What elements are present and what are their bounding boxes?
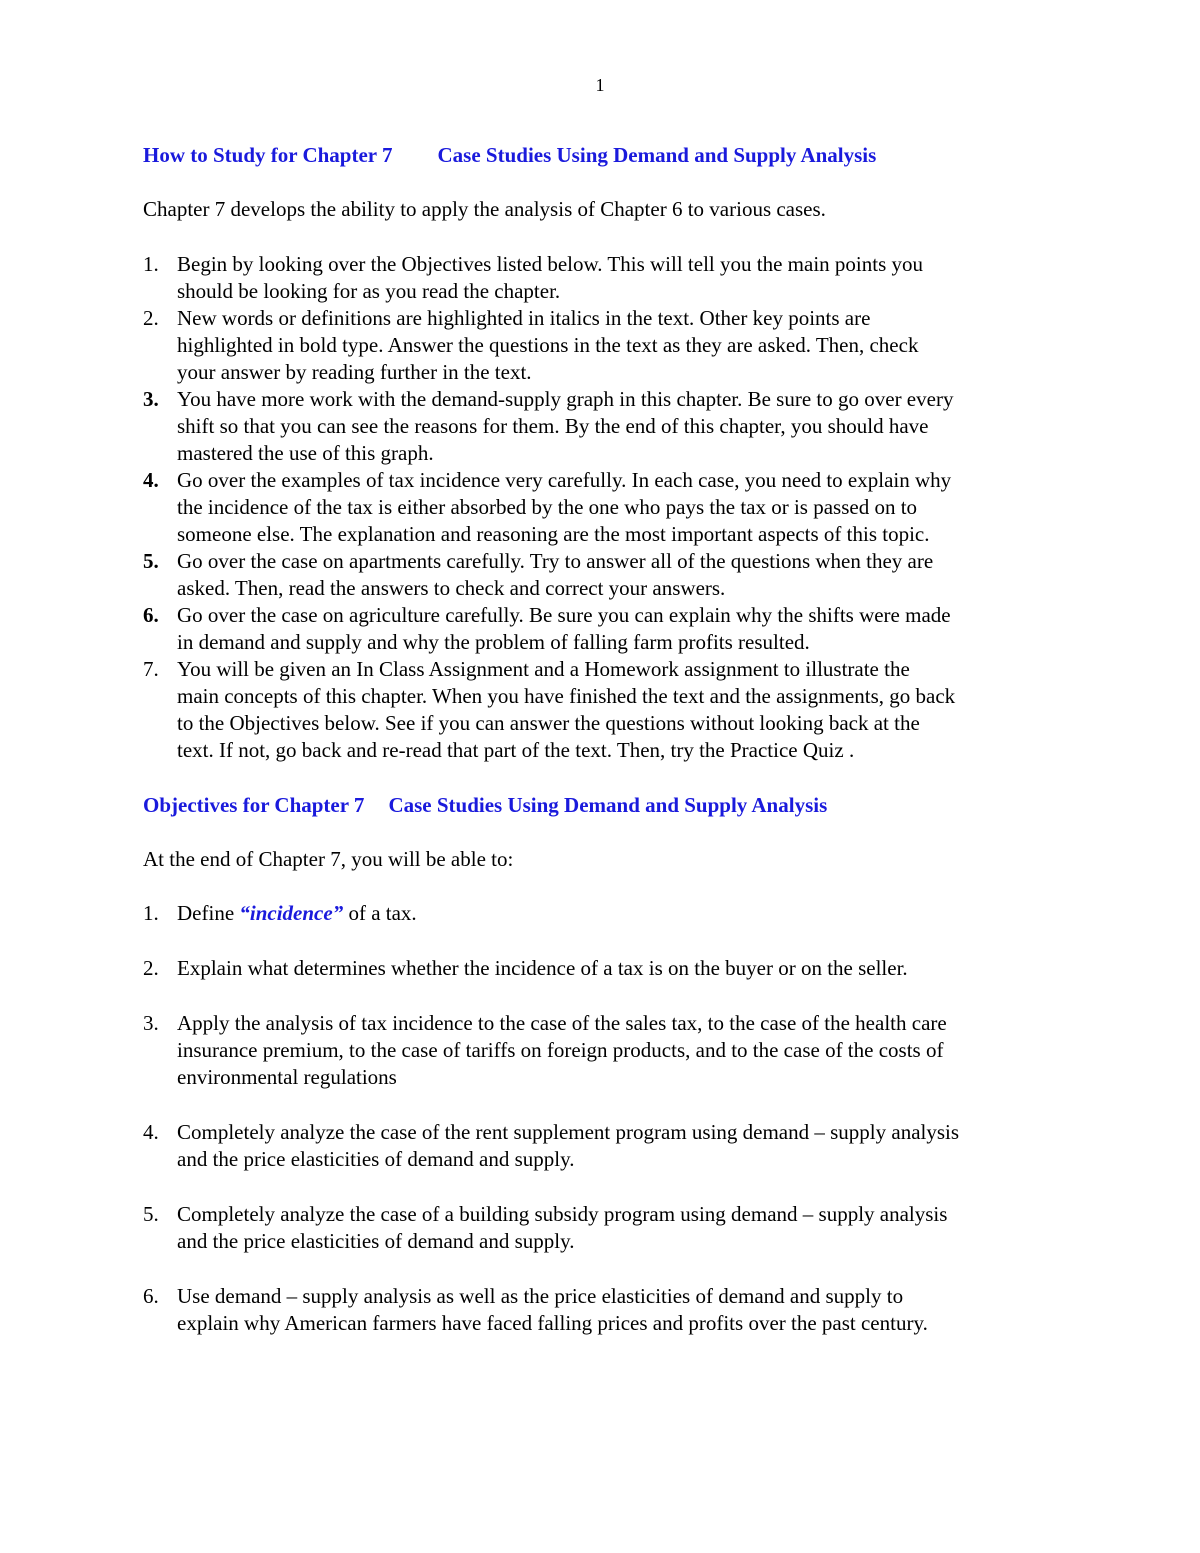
study-heading-subtitle: Case Studies Using Demand and Supply Analysis [437, 143, 877, 167]
step-line: You have more work with the demand-supply graph in this chapter. Be sure to go over every [177, 387, 954, 411]
study-heading [143, 142, 876, 169]
objective-line [177, 900, 1063, 927]
step-line: Begin by looking over the Objectives listed below. This will tell you the main points you [177, 252, 923, 276]
objectives-heading [143, 792, 827, 819]
step-line: Go over the examples of tax incidence very carefully. In each case, you need to explain why [177, 468, 952, 492]
objective-line: insurance premium, to the case of tariffs on foreign products, and to the case of the costs of [177, 1038, 944, 1062]
objectives-intro: At the end of Chapter 7, you will be able to: [143, 847, 514, 871]
step-number: 1. [143, 252, 159, 276]
list-item [143, 1010, 1063, 1091]
step-line: You will be given an In Class Assignment and a Homework assignment to illustrate the [177, 657, 910, 681]
objective-line: Completely analyze the case of the rent supplement program using demand – supply analysis [177, 1120, 960, 1144]
step-line: your answer by reading further in the text. [177, 360, 532, 384]
objective-line: Completely analyze the case of a building subsidy program using demand – supply analysis [177, 1202, 948, 1226]
step-line: mastered the use of this graph. [177, 441, 434, 465]
objective-number: 4. [143, 1120, 159, 1144]
objective-suffix: of a tax. [343, 901, 417, 925]
step-line: the incidence of the tax is either absorbed by the one who pays the tax or is passed on to [177, 495, 918, 519]
objective-line: and the price elasticities of demand and supply. [177, 1229, 575, 1253]
step-number: 7. [143, 657, 159, 681]
list-item [143, 900, 1063, 927]
objective-line: and the price elasticities of demand and supply. [177, 1147, 575, 1171]
step-number: 2. [143, 306, 159, 330]
incidence-term: “incidence” [239, 901, 344, 925]
step-line: highlighted in bold type. Answer the questions in the text as they are asked. Then, check [177, 333, 919, 357]
list-item [143, 1119, 1063, 1173]
objectives-list [143, 900, 1063, 1365]
list-item [143, 955, 1063, 982]
objective-prefix: Define [177, 901, 240, 925]
study-heading-title: How to Study for Chapter 7 [143, 143, 393, 167]
step-number: 5. [143, 549, 159, 573]
step-line: main concepts of this chapter. When you have finished the text and the assignments, go back [177, 684, 956, 708]
objective-number: 2. [143, 956, 159, 980]
study-intro: Chapter 7 develops the ability to apply the analysis of Chapter 6 to various cases. [143, 197, 826, 221]
step-line: text. If not, go back and re-read that part of the text. Then, try the Practice Quiz . [177, 738, 855, 762]
objectives-heading-title: Objectives for Chapter 7 [143, 793, 365, 817]
list-item [143, 467, 1063, 548]
step-line: in demand and supply and why the problem of falling farm profits resulted. [177, 630, 810, 654]
objective-number: 6. [143, 1284, 159, 1308]
step-line: should be looking for as you read the chapter. [177, 279, 561, 303]
objective-number: 1. [143, 901, 159, 925]
list-item [143, 305, 1063, 386]
step-line: to the Objectives below. See if you can answer the questions without looking back at the [177, 711, 920, 735]
step-number: 6. [143, 603, 159, 627]
study-steps-list [143, 251, 1063, 764]
objective-line: explain why American farmers have faced falling prices and profits over the past century. [177, 1311, 928, 1335]
step-number: 4. [143, 468, 159, 492]
step-line: Go over the case on agriculture carefully. Be sure you can explain why the shifts were made [177, 603, 951, 627]
objective-number: 5. [143, 1202, 159, 1226]
objective-line: environmental regulations [177, 1065, 397, 1089]
objectives-heading-subtitle: Case Studies Using Demand and Supply Analysis [388, 793, 828, 817]
step-line: someone else. The explanation and reasoning are the most important aspects of this topic. [177, 522, 930, 546]
objective-line: Explain what determines whether the incidence of a tax is on the buyer or on the seller. [177, 956, 908, 980]
list-item [143, 602, 1063, 656]
list-item [143, 386, 1063, 467]
list-item [143, 1201, 1063, 1255]
list-item [143, 548, 1063, 602]
step-number: 3. [143, 387, 159, 411]
objective-line: Apply the analysis of tax incidence to the case of the sales tax, to the case of the health care [177, 1011, 947, 1035]
step-line: New words or definitions are highlighted in italics in the text. Other key points are [177, 306, 871, 330]
step-line: asked. Then, read the answers to check and correct your answers. [177, 576, 726, 600]
list-item [143, 251, 1063, 305]
list-item [143, 1283, 1063, 1337]
page-number: 1 [595, 75, 605, 95]
step-line: shift so that you can see the reasons for them. By the end of this chapter, you should have [177, 414, 929, 438]
objective-number: 3. [143, 1011, 159, 1035]
step-line: Go over the case on apartments carefully. Try to answer all of the questions when they are [177, 549, 934, 573]
list-item [143, 656, 1063, 764]
objective-line: Use demand – supply analysis as well as the price elasticities of demand and supply to [177, 1284, 904, 1308]
